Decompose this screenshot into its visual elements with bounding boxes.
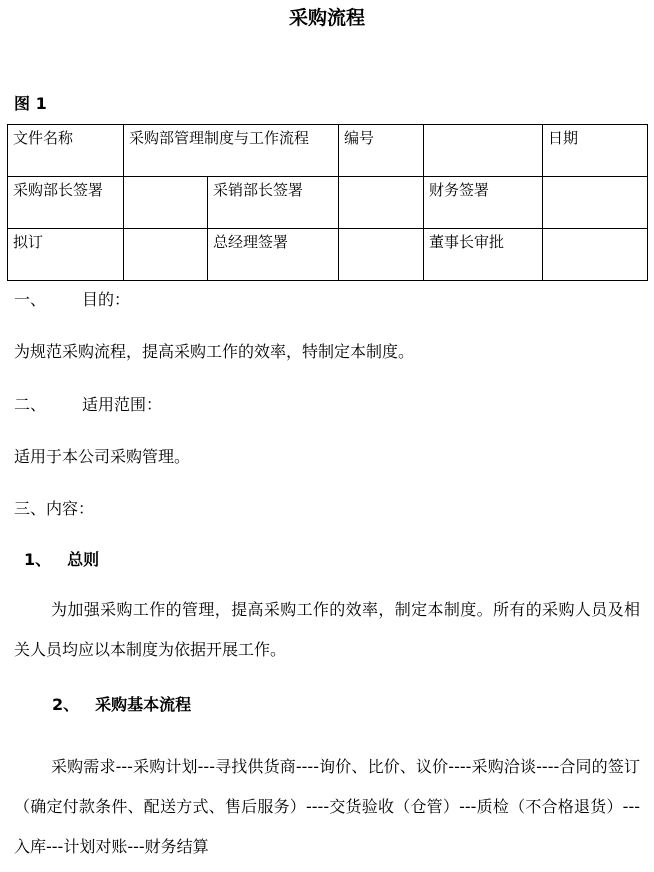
table-row	[8, 125, 648, 177]
table-cell-sales-head-value	[339, 177, 424, 229]
figure-label: 图 1	[14, 94, 47, 113]
general-heading-text: 总则	[67, 550, 100, 569]
table-cell-chairman-value	[543, 229, 648, 281]
basic-flow-body: 采购需求---采购计划---寻找供货商----询价、比价、议价----采购洽谈----合同的签订（确定付款条件、配送方式、售后服务）----交货验收（仓管）---质检（不合格退货）---入库---计划对账---财务结算	[14, 757, 640, 856]
purpose-heading-text: 目的：	[82, 290, 131, 309]
table-cell-drafter-value	[124, 229, 208, 281]
signature-table	[7, 124, 648, 281]
table-cell-number-label: 编号	[339, 125, 424, 177]
table-cell-finance-value	[543, 177, 648, 229]
table-cell-doc-name-label: 文件名称	[8, 125, 124, 177]
document-title: 采购流程	[288, 7, 365, 29]
table-cell-finance-label: 财务签署	[424, 177, 543, 229]
scope-number: 二、	[14, 395, 47, 414]
table-cell-gm-value	[339, 229, 424, 281]
table-cell-date-label: 日期	[543, 125, 648, 177]
scope-body: 适用于本公司采购管理。	[14, 447, 191, 466]
general-number: 1、	[24, 550, 52, 569]
basic-flow-heading	[52, 693, 191, 717]
table-cell-number-value	[424, 125, 543, 177]
table-row	[8, 229, 648, 281]
table-row	[8, 177, 648, 229]
scope-heading-text: 适用范围：	[82, 395, 163, 414]
scope-heading	[14, 393, 162, 417]
general-heading	[24, 548, 99, 572]
table-cell-purchasing-head-label: 采购部长签署	[8, 177, 124, 229]
purpose-number: 一、	[14, 290, 47, 309]
table-cell-gm-label: 总经理签署	[208, 229, 339, 281]
purpose-body: 为规范采购流程，提高采购工作的效率，特制定本制度。	[14, 342, 415, 361]
table-cell-sales-head-label: 采销部长签署	[208, 177, 339, 229]
table-cell-doc-name-value: 采购部管理制度与工作流程	[124, 125, 339, 177]
basic-flow-number: 2、	[52, 695, 80, 714]
content-heading: 三、内容：	[14, 499, 95, 518]
table-cell-chairman-label: 董事长审批	[424, 229, 543, 281]
purpose-heading	[14, 288, 130, 312]
table-cell-purchasing-head-value	[124, 177, 208, 229]
table-cell-drafter-label: 拟订	[8, 229, 124, 281]
general-body: 为加强采购工作的管理，提高采购工作的效率，制定本制度。所有的采购人员及相关人员均应以本制度为依据开展工作。	[14, 600, 640, 659]
basic-flow-heading-text: 采购基本流程	[95, 695, 192, 714]
